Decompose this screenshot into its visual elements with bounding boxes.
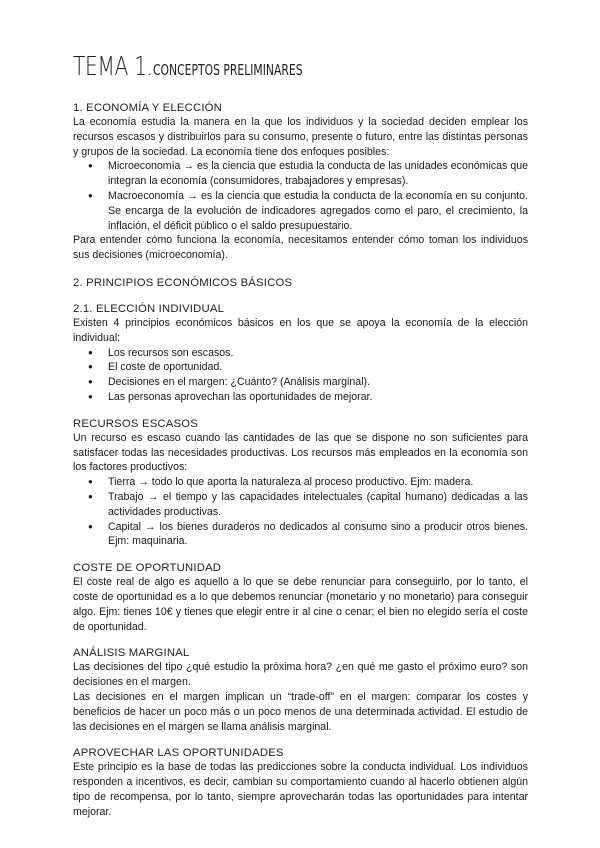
paragraph: Para entender cómo funciona la economía, necesitamos entender cómo toman los individuos sus decisiones (microeconomía). xyxy=(73,234,528,262)
section-heading: 2. PRINCIPIOS ECONÓMICOS BÁSICOS xyxy=(73,276,293,289)
document-title xyxy=(73,52,528,82)
subsection-heading: 2.1. ELECCIÓN INDIVIDUAL xyxy=(73,302,225,315)
list-item: ● Macroeconomía → es la ciencia que estudia la conducta de la economía en su conjunto. Se encarga de la evolución de indicadores agregados como el paro, el crecimiento, la inflación, el déficit público o el saldo presupuestario. xyxy=(73,189,528,233)
subsection-heading: ANÁLISIS MARGINAL xyxy=(73,647,190,660)
list-item: ● Decisiones en el margen: ¿Cuánto? (Análisis marginal). xyxy=(73,375,528,390)
list-item: ● Microeconomía → es la ciencia que estudia la conducta de las unidades económicas que integran la economía (consumidores, trabajadores y empresas). xyxy=(73,159,528,189)
list-item: ● Tierra → todo lo que aporta la naturaleza al proceso productivo. Ejm: madera. xyxy=(73,475,528,490)
paragraph: Existen 4 principios económicos básicos en los que se apoya la economía de la elección individual: xyxy=(73,316,528,344)
subsection-heading: RECURSOS ESCASOS xyxy=(73,417,198,430)
list-item: ● Las personas aprovechan las oportunidades de mejorar. xyxy=(73,390,528,405)
subsection-heading: APROVECHAR LAS OPORTUNIDADES xyxy=(73,747,284,760)
paragraph: Las decisiones del tipo ¿qué estudio la próxima hora? ¿en qué me gasto el próximo euro? son decisiones en el margen. xyxy=(73,661,528,689)
section-eleccion-individual xyxy=(73,303,528,405)
section-coste-oportunidad xyxy=(73,562,528,634)
section-recursos-escasos xyxy=(73,418,528,549)
section-aprovechar-oportunidades xyxy=(73,747,528,819)
subsection-heading: COSTE DE OPORTUNIDAD xyxy=(73,562,222,575)
list-item: ● Trabajo → el tiempo y las capacidades intelectuales (capital humano) dedicadas a las actividades productivas. xyxy=(73,490,528,520)
bullet-list xyxy=(73,475,528,549)
paragraph: Este principio es la base de todas las predicciones sobre la conducta individual. Los individuos responden a incentivos, es decir, cambian su comportamiento cuando al hacerlo obtienen algún tipo de recompensa, por lo tanto, siempre aprovecharán todas las oportunidades para intentar mejorar. xyxy=(73,761,528,818)
bullet-list xyxy=(73,346,528,405)
section-heading: 1. ECONOMÍA Y ELECCIÓN xyxy=(73,102,223,114)
list-item: ● El coste de oportunidad. xyxy=(73,360,528,375)
paragraph: Las decisiones en el margen implican un “trade-off” en el margen: comparar los costes y beneficios de hacer un poco más o un poco menos de una determinada actividad. El estudio de las decisiones en el margen se llama análisis marginal. xyxy=(73,690,528,733)
section-analisis-marginal xyxy=(73,647,528,734)
bullet-list xyxy=(73,159,528,233)
title-subtitle: CONCEPTOS PRELIMINARES xyxy=(153,61,303,79)
title-main: TEMA 1. xyxy=(73,52,153,82)
section-principios xyxy=(73,277,528,289)
list-item: ● Los recursos son escasos. xyxy=(73,346,528,361)
list-item: ● Capital → los bienes duraderos no dedicados al consumo sino a producir otros bienes. Ejm: maquinaria. xyxy=(73,520,528,550)
paragraph: Un recurso es escaso cuando las cantidades de las que se dispone no son suficientes para satisfacer todas las necesidades productivas. Los recursos más empleados en la economía son los factores productivos: xyxy=(73,431,528,474)
paragraph: La economía estudia la manera en la que los individuos y la sociedad deciden emplear los recursos escasos y distribuirlos para su consumo, presente o futuro, entre las distintas personas y grupos de la sociedad. La economía tiene dos enfoques posibles: xyxy=(73,116,528,158)
section-economia-eleccion xyxy=(73,102,528,263)
paragraph: El coste real de algo es aquello a lo que se debe renunciar para conseguirlo, por lo tanto, el coste de oportunidad es a lo que debemos renunciar (monetario y no monetario) para conseguir algo. Ejm: tienes 10€ y tienes que elegir entre ir al cine o cenar; el bien no elegido sería el coste de oportunidad. xyxy=(73,576,528,633)
